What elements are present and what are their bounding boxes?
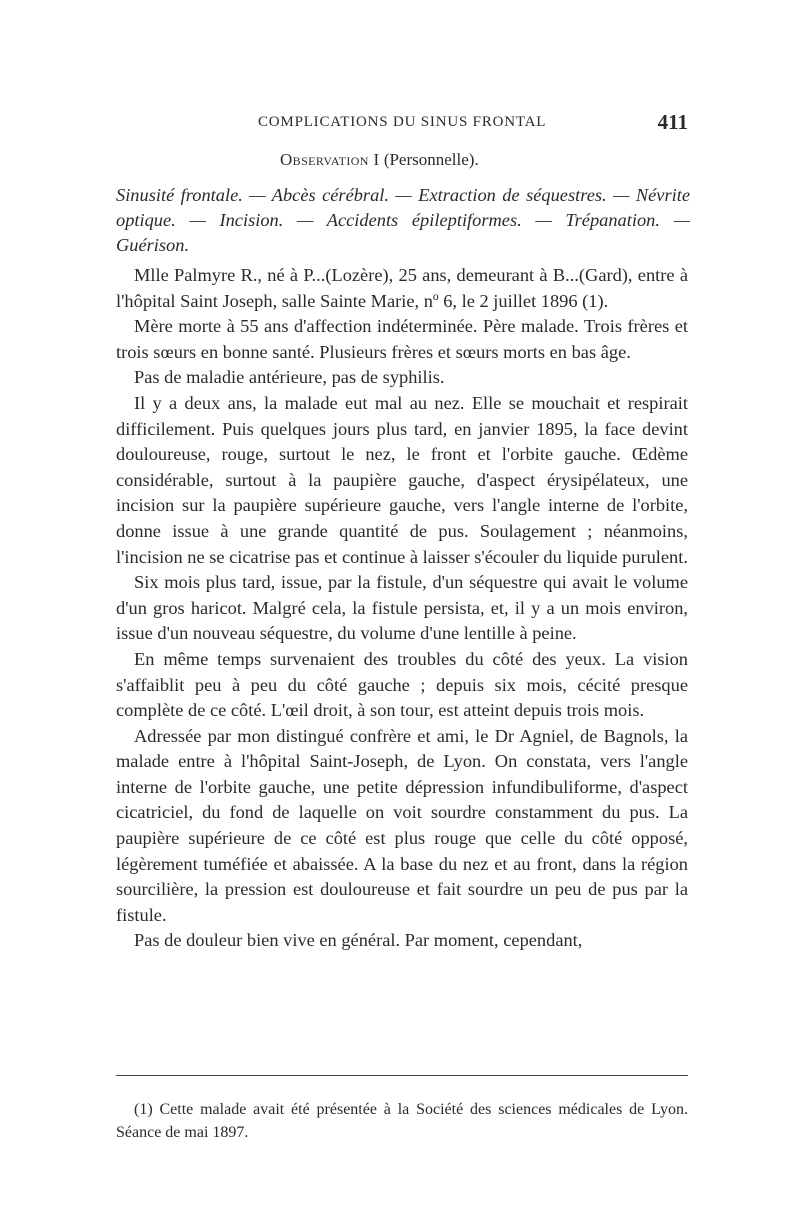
observation-qualifier: (Personnelle). bbox=[383, 150, 479, 169]
paragraph: Mlle Palmyre R., né à P...(Lozère), 25 ans, demeurant à B...(Gard), entre à l'hôpital Saint Joseph, salle Sainte Marie, nº 6, le 2 juillet 1896 (1). bbox=[116, 265, 688, 311]
running-header bbox=[115, 112, 688, 138]
running-title: COMPLICATIONS DU SINUS FRONTAL bbox=[258, 114, 547, 130]
paragraph: Pas de douleur bien vive en général. Par moment, cependant, bbox=[134, 930, 583, 951]
paragraph: Six mois plus tard, issue, par la fistule, d'un séquestre qui avait le volume d'un gros haricot. Malgré cela, la fistule persista, et, il y a un mois environ, issue d'un nouveau séquestre, du volume d'une lentille à peine. bbox=[116, 572, 688, 644]
paragraph: Mère morte à 55 ans d'affection indéterminée. Père malade. Trois frères et trois sœurs en bonne santé. Plusieurs frères et sœurs morts en bas âge. bbox=[116, 316, 688, 362]
footnote-divider bbox=[116, 1075, 688, 1076]
body-text bbox=[116, 263, 688, 954]
paragraph: Il y a deux ans, la malade eut mal au nez. Elle se mouchait et respirait difficilement. Puis quelques jours plus tard, en janvier 1895, la face devint douloureuse, rouge, surtout le nez, le front et l'orbite gauche. Œdème considérable, surtout à la paupière gauche, d'aspect érysipélateux, une incision sur la paupière supérieure gauche, vers l'angle interne de l'orbite, donne issue à une grande quantité de pus. Soulagement ; néanmoins, l'incision ne se cicatrise pas et continue à laisser s'écouler du liquide purulent. bbox=[116, 392, 688, 567]
paragraph: En même temps survenaient des troubles du côté des yeux. La vision s'affaiblit peu à peu du côté gauche ; depuis six mois, cécité presque complète de ce côté. L'œil droit, à son tour, est atteint depuis trois mois. bbox=[116, 648, 688, 721]
observation-label: Observation I bbox=[280, 150, 380, 169]
paragraph: Pas de maladie antérieure, pas de syphilis. bbox=[134, 367, 445, 388]
footnote: (1) Cette malade avait été présentée à la Société des sciences médicales de Lyon. Séance de mai 1897. bbox=[116, 1101, 688, 1141]
observation-heading bbox=[280, 150, 479, 170]
page-number: 411 bbox=[657, 110, 688, 134]
case-subtitle: Sinusité frontale. — Abcès cérébral. — Extraction de séquestres. — Névrite optique. — Incision. — Accidents épileptiformes. — Trépanation. — Guérison. bbox=[116, 185, 690, 255]
paragraph: Adressée par mon distingué confrère et ami, le Dr Agniel, de Bagnols, la malade entre à l'hôpital Saint-Joseph, de Lyon. On constata, vers l'angle interne de l'orbite gauche, une petite dépression infundibuliforme, d'aspect cicatriciel, du fond de laquelle on voit sourdre constamment du pus. La paupière supérieure de ce côté est plus rouge que celle du côté opposé, légèrement tuméfiée et abaissée. A la base du nez et au front, dans la région sourcilière, la pression est douloureuse et fait sourdre un peu de pus par la fistule. bbox=[116, 725, 688, 925]
